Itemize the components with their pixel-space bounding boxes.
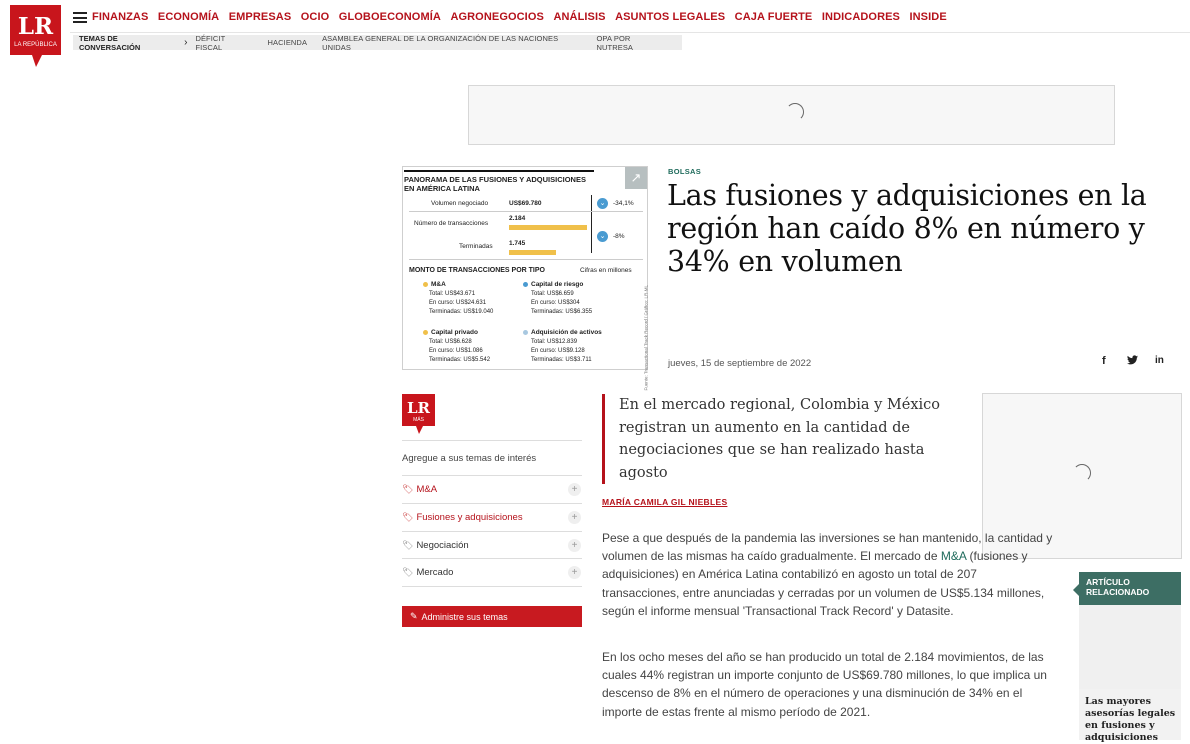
- logo-text: LR: [17, 13, 54, 40]
- nav-empresas[interactable]: EMPRESAS: [228, 11, 292, 23]
- topic-item-negociacion[interactable]: 🏷 Negociación +: [402, 532, 582, 559]
- article-paragraph: En los ocho meses del año se han producido un total de 2.184 movimientos, de las cuales 44% registran un importe conjunto de US$69.780 millones, lo que implica un descenso de 8% en el número de operaciones y una disminución de 34% en el importe de estas frente al mismo período de 2021.: [602, 650, 1047, 719]
- chevron-right-icon: ›: [184, 37, 188, 48]
- trending-opa-nutresa[interactable]: OPA POR NUTRESA: [596, 33, 634, 52]
- nav-inside[interactable]: INSIDE: [909, 11, 947, 23]
- infographic-source: Fuente: Transactional Track Record / Gráfico: LR-ML: [644, 285, 649, 391]
- topic-item-ma[interactable]: 🏷 M&A +: [402, 476, 582, 503]
- add-topic-icon[interactable]: +: [568, 483, 581, 496]
- site-logo[interactable]: [10, 5, 61, 67]
- svg-text:MÁS: MÁS: [413, 417, 424, 423]
- nav-asuntos-legales[interactable]: ASUNTOS LEGALES: [615, 11, 726, 23]
- tag-icon: 🏷: [402, 512, 414, 522]
- infographic-row-value: US$69.780: [509, 200, 542, 207]
- ma-link[interactable]: M&A: [940, 549, 967, 564]
- nav-globoeconomia[interactable]: GLOBOECONOMÍA: [338, 11, 441, 23]
- infographic-title: PANORAMA DE LAS FUSIONES Y ADQUISICIONES EN AMÉRICA LATINA: [404, 170, 594, 193]
- related-title[interactable]: Las mayores asesorías legales en fusiones y adquisiciones: [1085, 696, 1176, 743]
- logo-subtext: LA REPÚBLICA: [14, 42, 57, 48]
- facebook-icon[interactable]: f: [1102, 355, 1106, 367]
- loading-spinner-icon: [1073, 464, 1091, 482]
- panel-divider: [402, 440, 582, 441]
- infographic-type-block: Capital de riesgo Total: US$6.659 En curso: US$304 Terminadas: US$6.355: [523, 280, 592, 317]
- linkedin-icon[interactable]: in: [1155, 355, 1164, 366]
- topics-panel-intro: Agregue a sus temas de interés: [402, 453, 537, 464]
- infographic-image[interactable]: [402, 166, 649, 391]
- infographic-subtitle: MONTO DE TRANSACCIONES POR TIPO: [409, 267, 545, 274]
- infographic-row-label: Volumen negociado: [431, 200, 489, 207]
- infographic-bar: [509, 225, 587, 230]
- infographic-change: -8%: [613, 233, 625, 240]
- infographic-units: Cifras en millones: [580, 267, 632, 274]
- trending-topics-bar: [73, 35, 682, 50]
- infographic-row-value: 1.745: [509, 240, 526, 247]
- menu-icon[interactable]: [73, 12, 87, 23]
- author-link[interactable]: MARÍA CAMILA GIL NIEBLES: [602, 497, 728, 507]
- infographic-bar: [509, 250, 556, 255]
- loading-spinner-icon: [786, 103, 804, 121]
- infographic-type-block: Capital privado Total: US$6.628 En curso: US$1.086 Terminadas: US$5.542: [423, 328, 490, 365]
- add-topic-icon[interactable]: +: [568, 511, 581, 524]
- related-image[interactable]: [1079, 605, 1181, 689]
- main-nav: [92, 11, 956, 23]
- infographic-row-label: Terminadas: [459, 243, 493, 250]
- infographic-change: -34,1%: [613, 200, 634, 207]
- nav-caja-fuerte[interactable]: CAJA FUERTE: [734, 11, 813, 23]
- infographic-type-block: Adquisición de activos Total: US$12.839 En curso: US$9.128 Terminadas: US$3.711: [523, 328, 602, 365]
- lrmas-logo[interactable]: [402, 394, 435, 434]
- infographic-type-block: M&A Total: US$43.671 En curso: US$24.631 Terminadas: US$19.040: [423, 280, 493, 317]
- add-topic-icon[interactable]: +: [568, 566, 581, 579]
- tag-icon: 🏷: [402, 567, 414, 577]
- tag-icon: 🏷: [402, 540, 414, 550]
- nav-indicadores[interactable]: INDICADORES: [821, 11, 900, 23]
- related-header: ARTÍCULO RELACIONADO: [1079, 572, 1181, 605]
- topic-item-mercado[interactable]: 🏷 Mercado +: [402, 559, 582, 586]
- section-tag[interactable]: BOLSAS: [668, 167, 702, 176]
- tag-icon: 🏷: [402, 484, 414, 494]
- manage-topics-button[interactable]: ✎ Administre sus temas: [402, 606, 582, 627]
- article-headline: Las fusiones y adquisiciones en la región han caído 8% en número y 34% en volumen: [667, 179, 1147, 278]
- twitter-icon[interactable]: [1127, 355, 1138, 368]
- nav-economia[interactable]: ECONOMÍA: [157, 11, 220, 23]
- nav-analisis[interactable]: ANÁLISIS: [553, 11, 606, 23]
- infographic-row-value: 2.184: [509, 215, 526, 222]
- arrow-down-icon: ⌄: [597, 198, 608, 209]
- trending-asamblea-onu[interactable]: ASAMBLEA GENERAL DE LA ORGANIZACIÓN DE LAS NACIONES UNIDAS: [322, 33, 559, 52]
- article-date: jueves, 15 de septiembre de 2022: [668, 358, 812, 369]
- article-lead: En el mercado regional, Colombia y México registran un aumento en la cantidad de negociaciones que se han realizado hasta agosto: [602, 394, 947, 484]
- panel-divider: [402, 586, 582, 587]
- infographic-row-label: Número de transacciones: [414, 220, 489, 227]
- nav-ocio[interactable]: OCIO: [300, 11, 330, 23]
- svg-text:LR: LR: [406, 399, 431, 417]
- nav-agronegocios[interactable]: AGRONEGOCIOS: [450, 11, 544, 23]
- related-article-card[interactable]: [1079, 572, 1181, 743]
- pencil-icon: ✎: [410, 611, 418, 621]
- nav-finanzas[interactable]: FINANZAS: [92, 11, 149, 23]
- topic-item-fusiones[interactable]: 🏷 Fusiones y adquisiciones +: [402, 504, 582, 531]
- article-paragraph: Pese a que después de la pandemia las inversiones se han mantenido, la cantidad y volumen de las mismas ha caído gradualmente. El mercado de M&A (fusiones y adquisiciones) en América Latina contabilizó en agosto un total de 207 transacciones, entre anunciadas y cerradas por un volumen de US$5.134 millones, según el informe mensual 'Transactional Track Record' y Datasite.: [602, 531, 1053, 618]
- arrow-down-icon: ⌄: [597, 231, 608, 242]
- ad-banner-top[interactable]: [468, 85, 1115, 145]
- add-topic-icon[interactable]: +: [568, 539, 581, 552]
- trending-deficit-fiscal[interactable]: DÉFICIT FISCAL: [195, 33, 226, 52]
- expand-icon[interactable]: ↗: [625, 167, 647, 189]
- trending-label: TEMAS DE CONVERSACIÓN: [79, 33, 141, 52]
- trending-hacienda[interactable]: HACIENDA: [267, 38, 308, 47]
